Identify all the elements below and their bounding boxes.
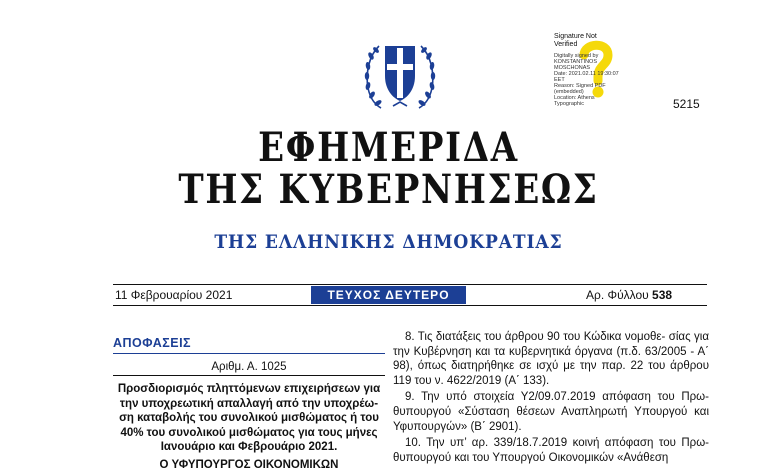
paragraph: 9. Την υπό στοιχεία Υ2/09.07.2019 απόφαση του Πρω- θυπουργού «Σύσταση θέσεων Αναπληρωτή Υπουργού και Υφυπουργών» (Β΄ 2901). bbox=[393, 391, 709, 433]
issue-label: ΤΕΥΧΟΣ ΔΕΥΤΕΡΟ bbox=[311, 286, 466, 304]
page-number: 5215 bbox=[673, 97, 700, 111]
signature-line: MOSCHONAS bbox=[554, 65, 591, 71]
sheet-number-value: 538 bbox=[652, 288, 673, 302]
signatory-heading: Ο ΥΦΥΠΟΥΡΓΟΣ ΟΙΚΟΝΟΜΙΚΩΝ bbox=[159, 458, 339, 471]
signature-line: Typographic bbox=[554, 101, 584, 107]
signature-line: KONSTANTINOS bbox=[554, 59, 597, 65]
signature-line: Reason: Signed PDF bbox=[554, 83, 606, 89]
reference-rule bbox=[113, 375, 385, 376]
left-column bbox=[113, 336, 385, 471]
issue-bar-bottom-rule bbox=[113, 305, 707, 306]
signature-line: Location: Athens bbox=[554, 95, 595, 101]
summary-line: Ιανουάριο και Φεβρουάριο 2021. bbox=[160, 441, 338, 454]
paragraph: 10. Την υπ’ αρ. 339/18.7.2019 κοινή απόφαση του Πρω- θυπουργού και του Υπουργού Οικονομικών «Ανάθεση bbox=[393, 437, 709, 464]
signature-line: Verified bbox=[554, 41, 578, 48]
gazette-subtitle: ΤΗΣ ΕΛΛΗΝΙΚΗΣ ΔΗΜΟΚΡΑΤΙΑΣ bbox=[214, 231, 563, 253]
signature-line: (embedded) bbox=[554, 89, 584, 95]
gazette-title-line2: ΤΗΣ ΚΥΒΕΡΝΗΣΕΩΣ bbox=[178, 166, 599, 213]
signature-line: Digitally signed by bbox=[554, 53, 599, 59]
issue-bar-top-rule bbox=[113, 284, 707, 285]
gazette-title: ΕΦΗΜΕΡΙΔΑ bbox=[258, 124, 519, 171]
summary-line: Προσδιορισμός πληττόμενων επιχειρήσεων για bbox=[117, 383, 381, 395]
paragraph: 8. Τις διατάξεις του άρθρου 90 του Κώδικα νομοθε- σίας για την Κυβέρνηση και τα κυβερνητικά όργανα (π.δ. 63/2005 - Α΄ 98), όπως διατηρήθηκε σε ισχύ με την παρ. 22 του άρθρου 119 του ν. 4622/2019 (Α΄ 133). bbox=[393, 331, 709, 387]
summary-line: 40% του συνολικού μισθώματος για τους μήνες bbox=[120, 426, 378, 439]
issue-date: 11 Φεβρουαρίου 2021 bbox=[115, 288, 233, 302]
decision-reference: Αριθμ. Α. 1025 bbox=[211, 361, 287, 373]
right-column bbox=[393, 330, 709, 467]
digital-signature-stamp bbox=[554, 33, 624, 107]
section-rule bbox=[113, 353, 385, 354]
greek-coat-of-arms-icon bbox=[363, 36, 437, 112]
summary-line: ση καταβολής του συνολικού μισθώματος ή του bbox=[119, 412, 379, 425]
signature-line: Signature Not bbox=[554, 33, 597, 40]
section-heading: ΑΠΟΦΑΣΕΙΣ bbox=[113, 336, 192, 350]
sheet-number bbox=[586, 288, 672, 302]
signature-line: EET bbox=[554, 77, 565, 83]
summary-line: την υποχρεωτική απαλλαγή από την υποχρέω- bbox=[119, 397, 379, 410]
decision-summary bbox=[113, 382, 385, 455]
signature-line: Date: 2021.02.11 19:30:07 bbox=[554, 71, 619, 77]
sheet-number-label: Αρ. Φύλλου bbox=[586, 288, 649, 302]
